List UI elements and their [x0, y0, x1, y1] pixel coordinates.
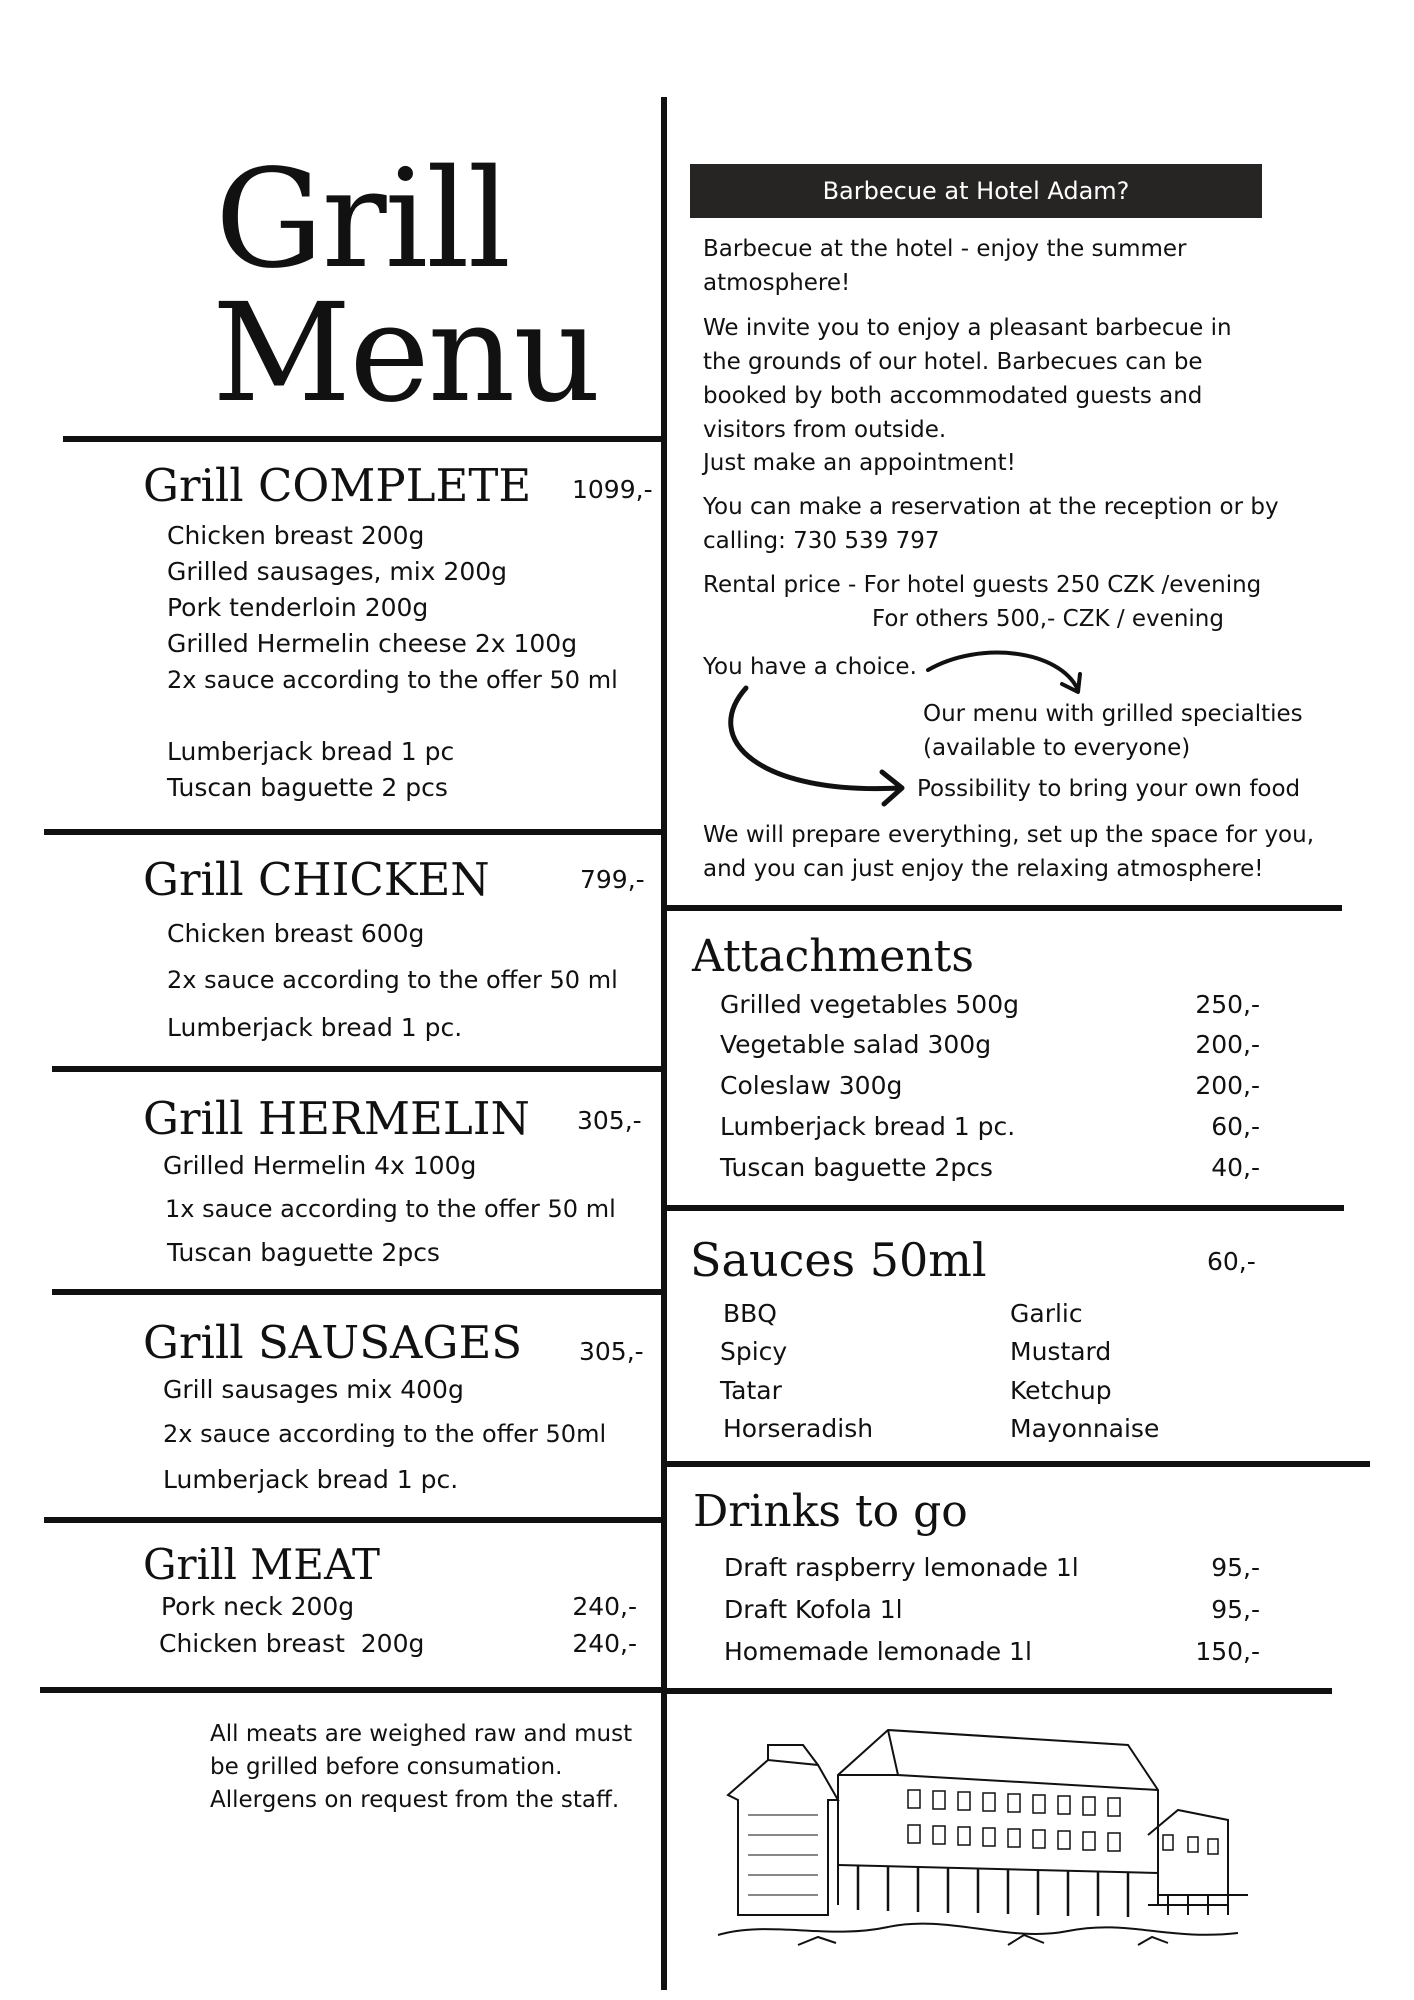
attachment-row: [720, 990, 1260, 1026]
grill-sausages-price: 305,-: [579, 1337, 644, 1366]
drink-name: Draft raspberry lemonade 1l: [724, 1553, 1079, 1582]
footer-note-line: Allergens on request from the staff.: [210, 1787, 620, 1813]
grill-complete-item: Tuscan baguette 2 pcs: [167, 773, 448, 802]
grill-chicken-price: 799,-: [580, 865, 645, 894]
grill-complete-title: Grill COMPLETE: [143, 459, 532, 512]
grill-meat-title: Grill MEAT: [143, 1540, 380, 1589]
sauce-item: Ketchup: [1010, 1376, 1112, 1405]
sauce-item: Tatar: [720, 1376, 782, 1405]
grill-complete-item: 2x sauce according to the offer 50 ml: [167, 666, 618, 694]
grill-sausages-item: Lumberjack bread 1 pc.: [163, 1465, 459, 1494]
arrow-top: [928, 653, 1078, 690]
sauce-item: Mayonnaise: [1010, 1414, 1160, 1443]
footer-note-line: All meats are weighed raw and must: [210, 1721, 633, 1747]
page-title-line2: Menu: [212, 275, 599, 433]
option-own-food: Possibility to bring your own food: [917, 776, 1301, 802]
grill-meat-row: [161, 1592, 637, 1628]
barbecue-banner: Barbecue at Hotel Adam?: [690, 164, 1262, 218]
divider-left-1: [63, 436, 667, 442]
sauce-item: BBQ: [723, 1299, 777, 1328]
grill-hermelin-price: 305,-: [577, 1106, 642, 1135]
divider-right-4: [667, 1688, 1332, 1694]
grill-complete-item: Grilled Hermelin cheese 2x 100g: [167, 629, 578, 658]
sauce-item: Spicy: [720, 1337, 788, 1366]
sauce-item: Horseradish: [723, 1414, 874, 1443]
choice-arrows: [700, 640, 1100, 820]
grill-hermelin-title: Grill HERMELIN: [143, 1092, 530, 1145]
attachment-price: 200,-: [1195, 1071, 1260, 1100]
attachment-row: [720, 1030, 1260, 1066]
divider-left-2: [44, 829, 667, 835]
attachment-price: 200,-: [1195, 1030, 1260, 1059]
barbecue-intro: Barbecue at the hotel - enjoy the summer atmosphere!: [703, 236, 1187, 296]
attachment-price: 60,-: [1211, 1112, 1260, 1141]
drink-name: Homemade lemonade 1l: [724, 1637, 1032, 1666]
divider-left-5: [44, 1517, 667, 1523]
grill-chicken-item: Lumberjack bread 1 pc.: [167, 1013, 463, 1042]
grill-meat-item-price: 240,-: [572, 1629, 637, 1658]
grill-complete-price: 1099,-: [572, 475, 653, 504]
drink-price: 95,-: [1211, 1553, 1260, 1582]
attachment-row: [720, 1071, 1260, 1107]
hotel-illustration: [708, 1705, 1248, 1955]
grill-meat-row: [159, 1629, 637, 1665]
grill-sausages-title: Grill SAUSAGES: [143, 1316, 523, 1369]
grill-sausages-item: Grill sausages mix 400g: [163, 1375, 464, 1404]
footer-note-line: be grilled before consumation.: [210, 1754, 563, 1780]
grill-chicken-title: Grill CHICKEN: [143, 853, 490, 906]
drink-name: Draft Kofola 1l: [724, 1595, 903, 1624]
sauce-item: Mustard: [1010, 1337, 1112, 1366]
attachment-row: [720, 1153, 1260, 1189]
attachment-name: Grilled vegetables 500g: [720, 990, 1019, 1019]
divider-right-2: [667, 1205, 1344, 1211]
rental-price-line1: Rental price - For hotel guests 250 CZK /evening: [703, 572, 1262, 598]
grill-hermelin-item: Tuscan baguette 2pcs: [167, 1238, 440, 1267]
barbecue-closing: We will prepare everything, set up the space for you, and you can just enjoy the relaxing atmosphere!: [703, 822, 1315, 882]
grill-complete-item: Pork tenderloin 200g: [167, 593, 429, 622]
option-menu-line1: Our menu with grilled specialties: [923, 701, 1303, 727]
sauces-title: Sauces 50ml: [690, 1233, 987, 1287]
drink-row: [724, 1553, 1260, 1589]
grill-meat-item-name: Chicken breast 200g: [159, 1629, 425, 1658]
page-title-line1: Grill: [215, 141, 510, 299]
divider-right-3: [667, 1461, 1370, 1467]
barbecue-appointment: Just make an appointment!: [703, 450, 1016, 476]
grill-chicken-item: 2x sauce according to the offer 50 ml: [167, 966, 618, 994]
rental-price-line2: For others 500,- CZK / evening: [872, 606, 1224, 632]
grill-complete-item: Grilled sausages, mix 200g: [167, 557, 508, 586]
attachment-name: Lumberjack bread 1 pc.: [720, 1112, 1016, 1141]
center-divider: [661, 97, 667, 1990]
divider-left-3: [52, 1066, 667, 1072]
divider-left-4: [52, 1289, 667, 1295]
attachment-name: Vegetable salad 300g: [720, 1030, 992, 1059]
attachments-title: Attachments: [692, 931, 974, 982]
arrow-bottom: [731, 688, 900, 789]
drink-price: 150,-: [1195, 1637, 1260, 1666]
attachment-name: Tuscan baguette 2pcs: [720, 1153, 993, 1182]
drinks-title: Drinks to go: [693, 1486, 968, 1537]
attachment-price: 40,-: [1211, 1153, 1260, 1182]
grill-hermelin-item: Grilled Hermelin 4x 100g: [163, 1151, 477, 1180]
sauces-price: 60,-: [1207, 1247, 1256, 1276]
sauce-item: Garlic: [1010, 1299, 1083, 1328]
attachment-name: Coleslaw 300g: [720, 1071, 903, 1100]
attachment-row: [720, 1112, 1260, 1148]
grill-complete-item: Lumberjack bread 1 pc: [167, 737, 455, 766]
grill-meat-item-price: 240,-: [572, 1592, 637, 1621]
divider-left-6: [40, 1687, 667, 1693]
grill-chicken-item: Chicken breast 600g: [167, 919, 425, 948]
grill-complete-item: Chicken breast 200g: [167, 521, 425, 550]
barbecue-reservation: You can make a reservation at the reception or by calling: 730 539 797: [703, 494, 1279, 554]
drink-row: [724, 1595, 1260, 1631]
drink-price: 95,-: [1211, 1595, 1260, 1624]
drink-row: [724, 1637, 1260, 1673]
grill-hermelin-item: 1x sauce according to the offer 50 ml: [165, 1195, 616, 1223]
attachment-price: 250,-: [1195, 990, 1260, 1019]
option-menu-line2: (available to everyone): [923, 735, 1191, 761]
grill-sausages-item: 2x sauce according to the offer 50ml: [163, 1420, 607, 1448]
grill-meat-item-name: Pork neck 200g: [161, 1592, 355, 1621]
barbecue-invite: We invite you to enjoy a pleasant barbecue in the grounds of our hotel. Barbecues can be booked by both accommodated guests and visitors from outside.: [703, 315, 1232, 443]
divider-right-1: [667, 905, 1342, 911]
choice-label: You have a choice.: [703, 654, 917, 680]
